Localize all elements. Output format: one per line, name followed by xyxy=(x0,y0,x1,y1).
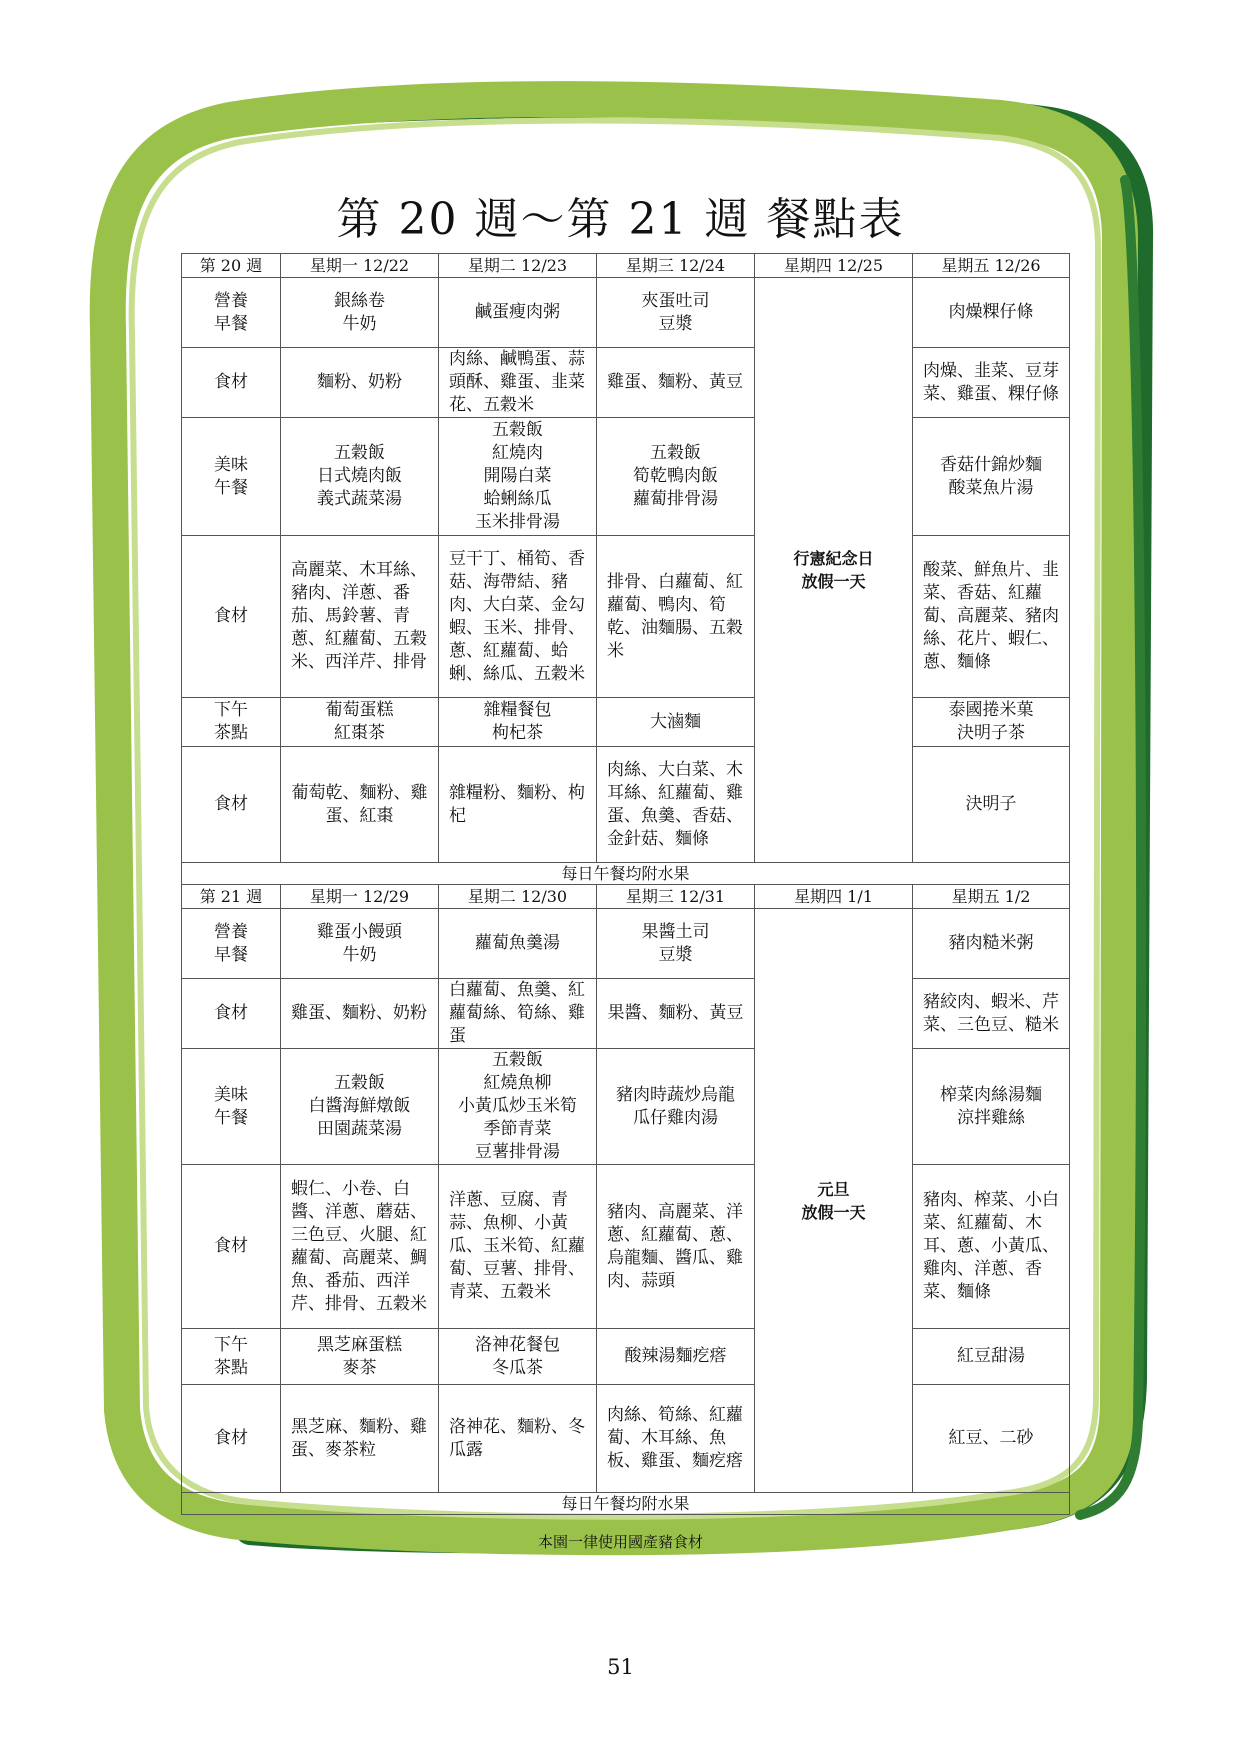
menu-row xyxy=(182,747,1070,863)
menu-cell: 葡萄蛋糕 紅棗茶 xyxy=(281,698,439,747)
fruit-note: 每日午餐均附水果 xyxy=(182,1493,1070,1515)
menu-cell: 果醬、麵粉、黃豆 xyxy=(597,979,755,1049)
menu-table xyxy=(181,253,1070,1515)
holiday-cell: 行憲紀念日 放假一天 xyxy=(755,278,913,863)
menu-cell: 豬肉、高麗菜、洋蔥、紅蘿蔔、蔥、烏龍麵、醬瓜、雞肉、蒜頭 xyxy=(597,1165,755,1329)
row-label: 食材 xyxy=(182,1165,281,1329)
menu-cell: 紅豆、二砂 xyxy=(913,1385,1070,1493)
menu-cell: 豬肉糙米粥 xyxy=(913,909,1070,979)
menu-cell: 雞蛋、麵粉、黃豆 xyxy=(597,348,755,418)
menu-row xyxy=(182,348,1070,418)
row-label: 食材 xyxy=(182,979,281,1049)
menu-cell: 葡萄乾、麵粉、雞蛋、紅棗 xyxy=(281,747,439,863)
menu-cell: 黑芝麻、麵粉、雞蛋、麥茶粒 xyxy=(281,1385,439,1493)
week-header-row xyxy=(182,885,1070,909)
menu-row xyxy=(182,698,1070,747)
day-header: 星期二 12/23 xyxy=(439,254,597,278)
menu-cell: 肉絲、鹹鴨蛋、蒜頭酥、雞蛋、韭菜花、五穀米 xyxy=(439,348,597,418)
day-header: 星期五 1/2 xyxy=(913,885,1070,909)
menu-row xyxy=(182,1165,1070,1329)
menu-cell: 白蘿蔔、魚羹、紅蘿蔔絲、筍絲、雞蛋 xyxy=(439,979,597,1049)
row-label: 下午 茶點 xyxy=(182,1329,281,1385)
menu-cell: 肉絲、筍絲、紅蘿蔔、木耳絲、魚板、雞蛋、麵疙瘩 xyxy=(597,1385,755,1493)
menu-cell: 豬絞肉、蝦米、芹菜、三色豆、糙米 xyxy=(913,979,1070,1049)
menu-cell: 決明子 xyxy=(913,747,1070,863)
menu-cell: 排骨、白蘿蔔、紅蘿蔔、鴨肉、筍乾、油麵腸、五穀米 xyxy=(597,536,755,698)
day-header: 星期三 12/31 xyxy=(597,885,755,909)
menu-cell: 泰國捲米菓 決明子茶 xyxy=(913,698,1070,747)
day-header: 星期四 12/25 xyxy=(755,254,913,278)
day-header: 星期一 12/22 xyxy=(281,254,439,278)
menu-cell: 五穀飯 白醬海鮮燉飯 田園蔬菜湯 xyxy=(281,1049,439,1165)
menu-row xyxy=(182,536,1070,698)
menu-cell: 雞蛋、麵粉、奶粉 xyxy=(281,979,439,1049)
menu-cell: 大滷麵 xyxy=(597,698,755,747)
menu-cell: 紅豆甜湯 xyxy=(913,1329,1070,1385)
menu-row xyxy=(182,979,1070,1049)
menu-cell: 肉燥粿仔條 xyxy=(913,278,1070,348)
menu-row xyxy=(182,1329,1070,1385)
menu-cell: 蝦仁、小卷、白醬、洋蔥、蘑菇、三色豆、火腿、紅蘿蔔、高麗菜、鯛魚、番茄、西洋芹、排骨、五穀米 xyxy=(281,1165,439,1329)
menu-cell: 酸菜、鮮魚片、韭菜、香菇、紅蘿蔔、高麗菜、豬肉絲、花片、蝦仁、蔥、麵條 xyxy=(913,536,1070,698)
row-label: 營養 早餐 xyxy=(182,909,281,979)
menu-cell: 洛神花、麵粉、冬瓜露 xyxy=(439,1385,597,1493)
footer-note: 本園一律使用國產豬食材 xyxy=(537,1533,703,1551)
day-header: 星期二 12/30 xyxy=(439,885,597,909)
fruit-note-row xyxy=(182,1493,1070,1515)
day-header: 星期一 12/29 xyxy=(281,885,439,909)
menu-cell: 豬肉、榨菜、小白菜、紅蘿蔔、木耳、蔥、小黃瓜、雞肉、洋蔥、香菜、麵條 xyxy=(913,1165,1070,1329)
fruit-note: 每日午餐均附水果 xyxy=(182,863,1070,885)
fruit-note-row xyxy=(182,863,1070,885)
page-number: 51 xyxy=(607,1655,634,1679)
menu-cell: 洛神花餐包 冬瓜茶 xyxy=(439,1329,597,1385)
menu-cell: 香菇什錦炒麵 酸菜魚片湯 xyxy=(913,418,1070,536)
menu-cell: 豬肉時蔬炒烏龍 瓜仔雞肉湯 xyxy=(597,1049,755,1165)
menu-cell: 五穀飯 日式燒肉飯 義式蔬菜湯 xyxy=(281,418,439,536)
menu-row xyxy=(182,1385,1070,1493)
menu-cell: 肉絲、大白菜、木耳絲、紅蘿蔔、雞蛋、魚羹、香菇、金針菇、麵條 xyxy=(597,747,755,863)
menu-cell: 五穀飯 紅燒魚柳 小黃瓜炒玉米筍 季節青菜 豆薯排骨湯 xyxy=(439,1049,597,1165)
week-label: 第 20 週 xyxy=(182,254,281,278)
menu-cell: 雜糧餐包 枸杞茶 xyxy=(439,698,597,747)
menu-cell: 黑芝麻蛋糕 麥茶 xyxy=(281,1329,439,1385)
menu-cell: 夾蛋吐司 豆漿 xyxy=(597,278,755,348)
day-header: 星期五 12/26 xyxy=(913,254,1070,278)
menu-cell: 洋蔥、豆腐、青蒜、魚柳、小黃瓜、玉米筍、紅蘿蔔、豆薯、排骨、青菜、五穀米 xyxy=(439,1165,597,1329)
menu-cell: 麵粉、奶粉 xyxy=(281,348,439,418)
row-label: 食材 xyxy=(182,1385,281,1493)
menu-cell: 酸辣湯麵疙瘩 xyxy=(597,1329,755,1385)
menu-cell: 五穀飯 紅燒肉 開陽白菜 蛤蜊絲瓜 玉米排骨湯 xyxy=(439,418,597,536)
row-label: 營養 早餐 xyxy=(182,278,281,348)
page-title: 第 20 週～第 21 週 餐點表 xyxy=(336,194,905,245)
menu-cell: 榨菜肉絲湯麵 涼拌雞絲 xyxy=(913,1049,1070,1165)
week-header-row xyxy=(182,254,1070,278)
menu-cell: 雜糧粉、麵粉、枸杞 xyxy=(439,747,597,863)
day-header: 星期三 12/24 xyxy=(597,254,755,278)
menu-row xyxy=(182,278,1070,348)
row-label: 食材 xyxy=(182,536,281,698)
menu-row xyxy=(182,418,1070,536)
menu-cell: 高麗菜、木耳絲、豬肉、洋蔥、番茄、馬鈴薯、青蔥、紅蘿蔔、五穀米、西洋芹、排骨 xyxy=(281,536,439,698)
menu-cell: 蘿蔔魚羹湯 xyxy=(439,909,597,979)
menu-row xyxy=(182,1049,1070,1165)
holiday-cell: 元旦 放假一天 xyxy=(755,909,913,1493)
row-label: 下午 茶點 xyxy=(182,698,281,747)
menu-cell: 果醬土司 豆漿 xyxy=(597,909,755,979)
row-label: 美味 午餐 xyxy=(182,1049,281,1165)
row-label: 食材 xyxy=(182,747,281,863)
menu-cell: 雞蛋小饅頭 牛奶 xyxy=(281,909,439,979)
menu-cell: 肉燥、韭菜、豆芽菜、雞蛋、粿仔條 xyxy=(913,348,1070,418)
row-label: 食材 xyxy=(182,348,281,418)
week-label: 第 21 週 xyxy=(182,885,281,909)
day-header: 星期四 1/1 xyxy=(755,885,913,909)
row-label: 美味 午餐 xyxy=(182,418,281,536)
menu-cell: 鹹蛋瘦肉粥 xyxy=(439,278,597,348)
menu-cell: 五穀飯 筍乾鴨肉飯 蘿蔔排骨湯 xyxy=(597,418,755,536)
menu-cell: 豆干丁、桶筍、香菇、海帶結、豬肉、大白菜、金勾蝦、玉米、排骨、蔥、紅蘿蔔、蛤蜊、絲瓜、五穀米 xyxy=(439,536,597,698)
menu-row xyxy=(182,909,1070,979)
menu-cell: 銀絲卷 牛奶 xyxy=(281,278,439,348)
